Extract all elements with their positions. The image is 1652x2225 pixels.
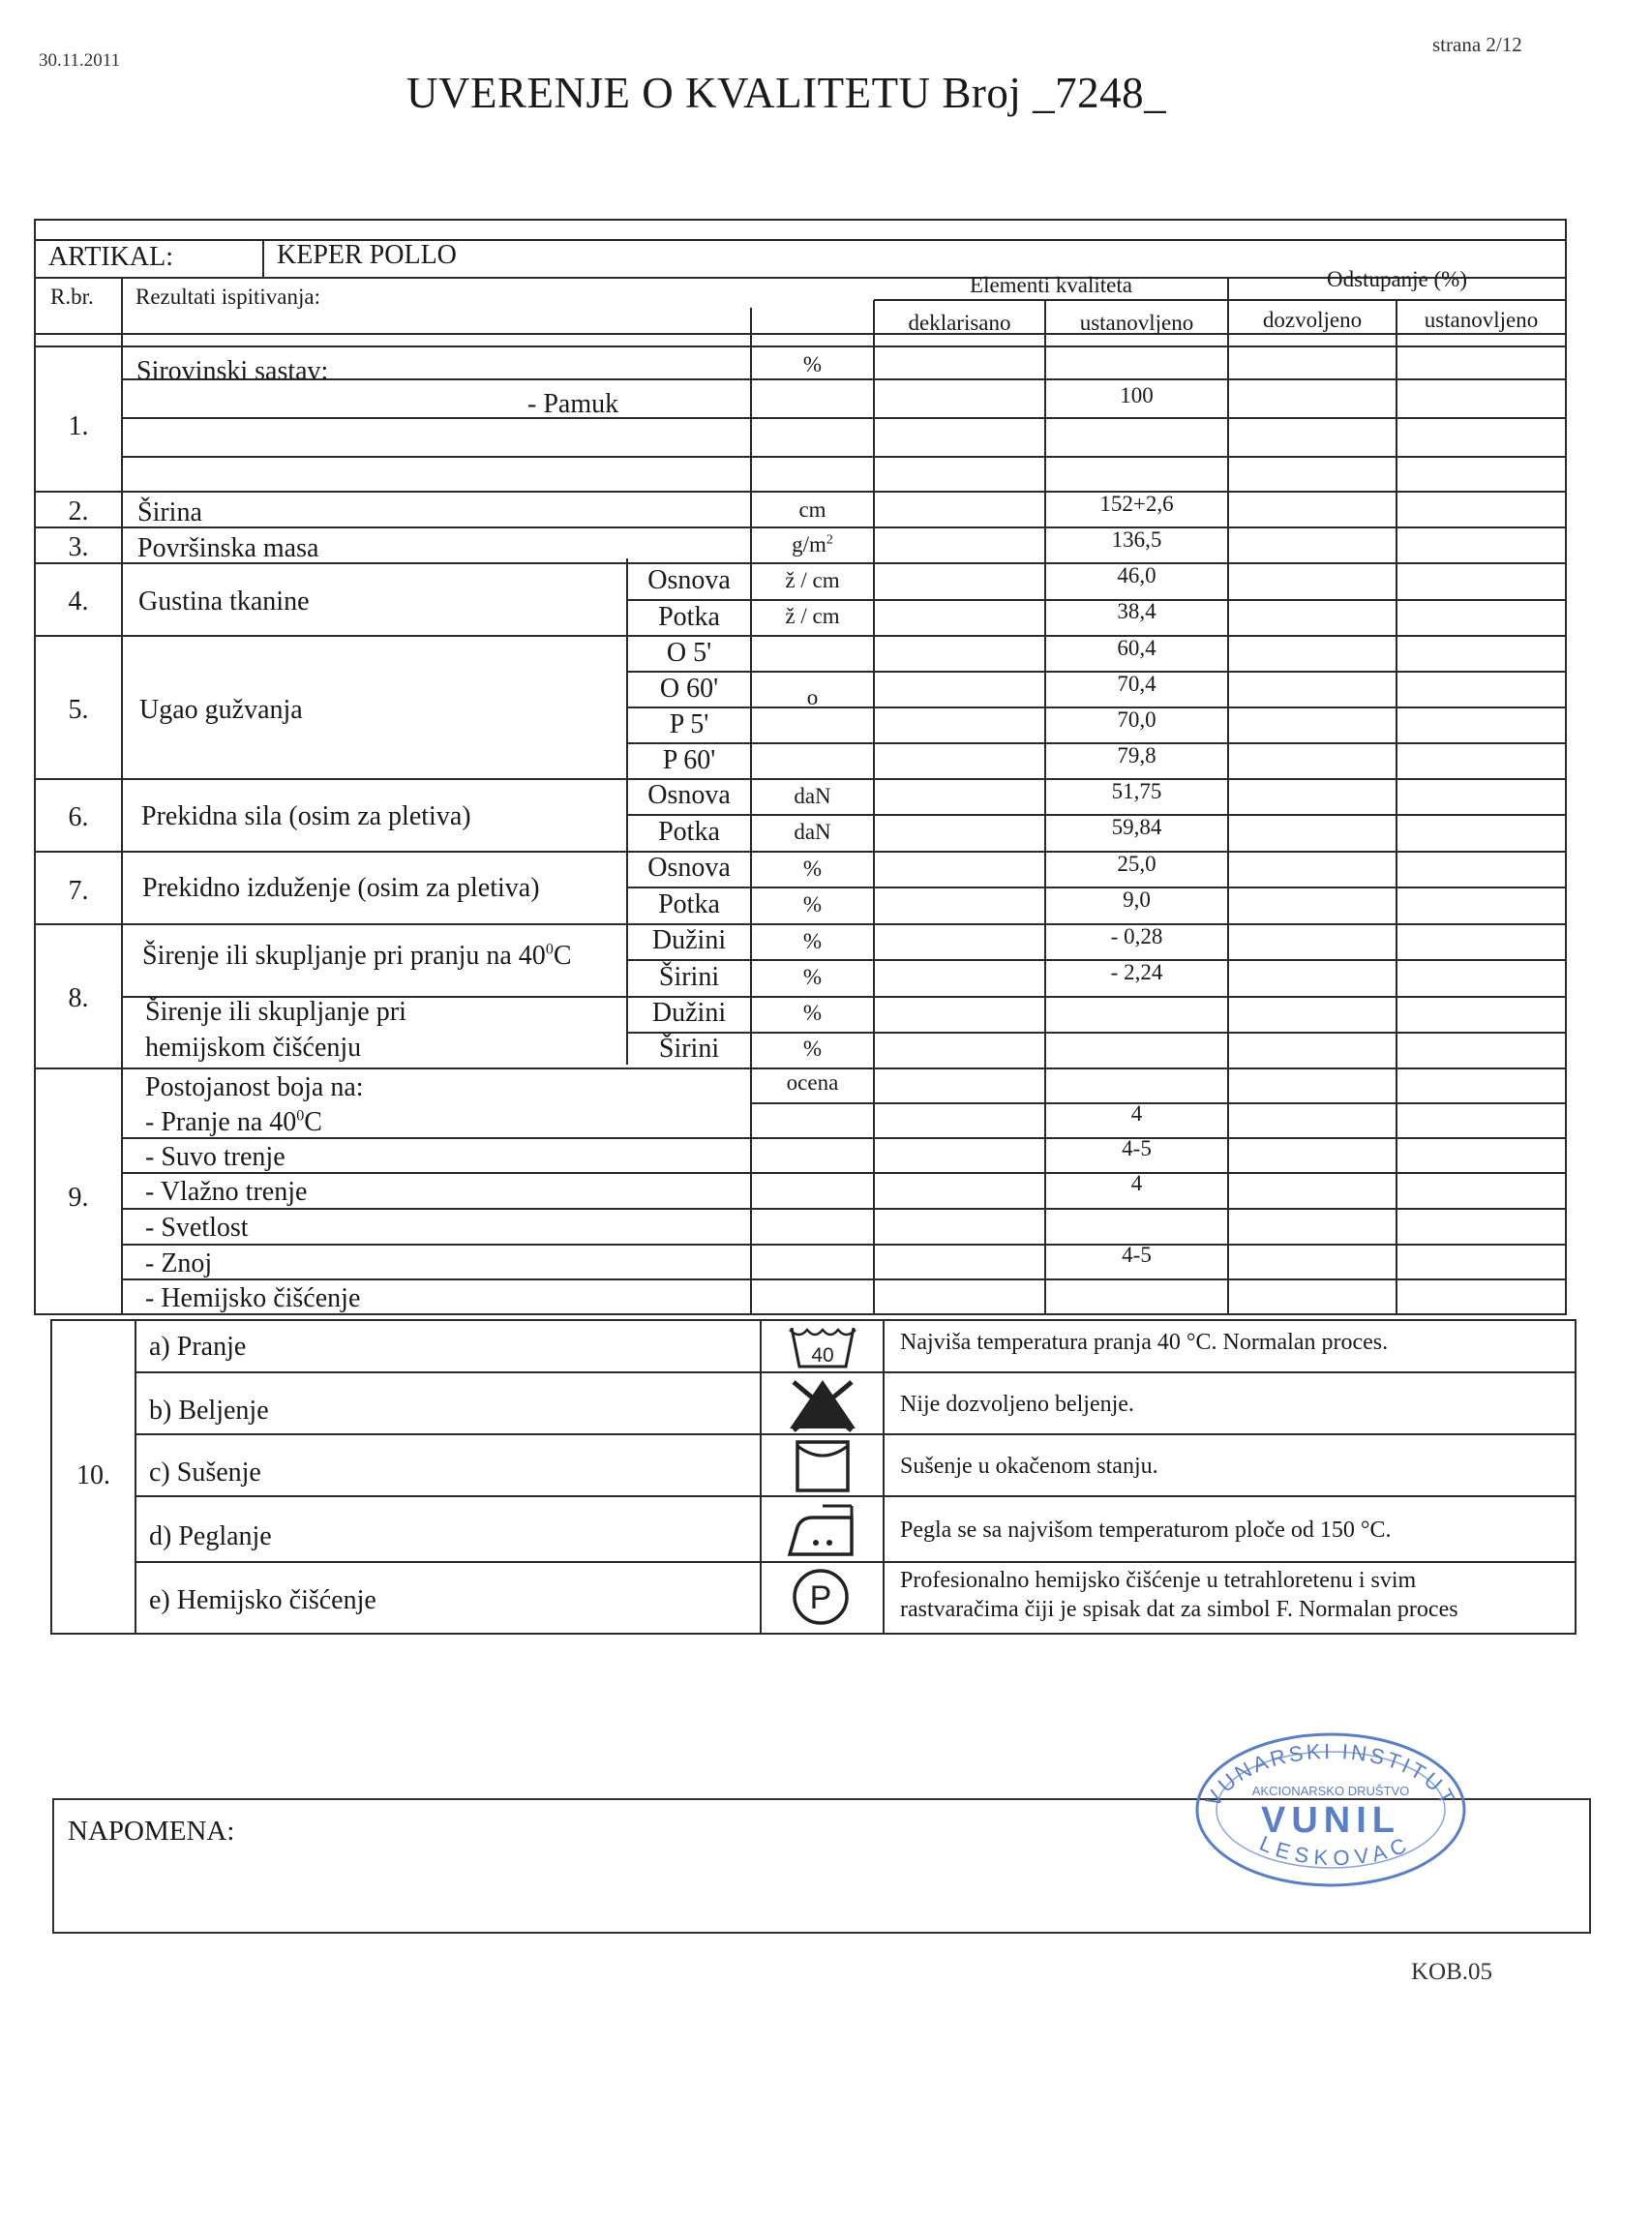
row-1-label: Sirovinski sastav: — [136, 356, 329, 386]
row-5-value-o5: 60,4 — [1117, 636, 1156, 660]
care-desc-beljenje: Nije dozvoljeno beljenje. — [900, 1392, 1134, 1417]
row-6-sub-osnova: Osnova — [647, 780, 731, 810]
row-9-item-pranje: - Pranje na $40^0C$ — [145, 1107, 322, 1137]
line-dry-icon — [792, 1438, 854, 1494]
care-label-peglanje: d) Peglanje — [149, 1521, 272, 1551]
artikal-value: KEPER POLLO — [277, 240, 457, 270]
row-6-unit-potka: daN — [794, 820, 831, 844]
row-10-number: 10. — [76, 1460, 110, 1490]
row-1-sub-pamuk: - Pamuk — [527, 389, 619, 419]
row-5-value-p5: 70,0 — [1117, 707, 1156, 732]
row-7-number: 7. — [68, 876, 89, 906]
row-4-unit-osnova: ž / cm — [785, 568, 840, 592]
row-6-unit-osnova: daN — [794, 784, 831, 808]
svg-text:AKCIONARSKO DRUŠTVO: AKCIONARSKO DRUŠTVO — [1251, 1784, 1410, 1798]
iron-two-dots-icon — [784, 1498, 861, 1560]
row-7-sub-osnova: Osnova — [647, 853, 731, 883]
row-4-value-potka: 38,4 — [1117, 599, 1156, 623]
row-4-unit-potka: ž / cm — [785, 604, 840, 628]
document-date: 30.11.2011 — [39, 50, 121, 71]
svg-text:VUNIL: VUNIL — [1261, 1800, 1400, 1841]
row-8-number: 8. — [68, 983, 89, 1013]
header-ustanovljeno: ustanovljeno — [1079, 311, 1194, 335]
care-desc-susenje: Sušenje u okačenom stanju. — [900, 1454, 1158, 1479]
header-ustanovljeno-2: ustanovljeno — [1424, 308, 1539, 332]
row-4-number: 4. — [68, 586, 89, 616]
svg-text:LESKOVAC: LESKOVAC — [1255, 1830, 1416, 1871]
row-7-unit-potka: % — [802, 892, 823, 917]
row-9-item-svetlost: - Svetlost — [145, 1213, 249, 1243]
care-desc-hemijsko-1: Profesionalno hemijsko čišćenje u tetrahloretenu i svim — [900, 1568, 1417, 1593]
row-7-sub-potka: Potka — [658, 889, 720, 919]
row-7-value-osnova: 25,0 — [1117, 852, 1156, 876]
row-5-sub-p60: P 60' — [662, 745, 716, 775]
row-8-unit-2: % — [802, 965, 823, 989]
row-5-sub-o60: O 60' — [659, 674, 719, 704]
artikal-label: ARTIKAL: — [48, 242, 173, 272]
row-3-value: 136,5 — [1111, 527, 1162, 552]
row-8-sub-sirini-1: Širini — [658, 962, 720, 992]
row-1-number: 1. — [68, 411, 89, 441]
row-5-value-p60: 79,8 — [1117, 743, 1156, 767]
row-2-label: Širina — [137, 497, 202, 527]
row-6-number: 6. — [68, 802, 89, 832]
row-5-sub-o5: O 5' — [666, 638, 712, 668]
row-2-value: 152+2,6 — [1099, 492, 1174, 516]
wash-40-icon — [784, 1322, 861, 1370]
row-4-sub-osnova: Osnova — [647, 565, 731, 595]
row-8-unit-4: % — [802, 1037, 823, 1061]
row-6-sub-potka: Potka — [658, 817, 720, 847]
header-elementi: Elementi kvaliteta — [970, 273, 1132, 297]
row-9-value-suvo: 4-5 — [1122, 1136, 1152, 1160]
row-5-value-o60: 70,4 — [1117, 672, 1156, 696]
row-2-number: 2. — [68, 496, 89, 526]
care-label-beljenje: b) Beljenje — [149, 1396, 269, 1426]
row-8-sub-duzini-2: Dužini — [651, 998, 727, 1028]
care-desc-peglanje: Pegla se sa najvišom temperaturom ploče od 150 °C. — [900, 1518, 1392, 1543]
row-9-value-vlazno: 4 — [1130, 1171, 1143, 1195]
care-label-susenje: c) Sušenje — [149, 1458, 261, 1488]
row-8-label-hemijsko-1: Širenje ili skupljanje pri — [145, 997, 406, 1027]
svg-text:VUNARSKI INSTITUT: VUNARSKI INSTITUT — [1200, 1738, 1461, 1811]
row-8-unit-3: % — [802, 1001, 823, 1025]
form-code: KOB.05 — [1411, 1959, 1493, 1985]
dry-clean-p-icon — [790, 1566, 852, 1628]
document-title: UVERENJE O KVALITETU Broj _7248_ — [406, 69, 1167, 117]
header-rezultati: Rezultati ispitivanja: — [135, 285, 320, 309]
row-4-label: Gustina tkanine — [138, 586, 310, 616]
row-3-unit: $g/m^2$ — [792, 532, 833, 556]
svg-text:P: P — [809, 1579, 832, 1616]
row-9-item-vlazno-trenje: - Vlažno trenje — [145, 1177, 308, 1207]
row-8-value-duzini: - 0,28 — [1110, 924, 1163, 948]
header-dozvoljeno: dozvoljeno — [1262, 308, 1363, 332]
row-5-number: 5. — [68, 695, 89, 725]
row-1-unit: % — [802, 352, 823, 376]
header-deklarisano: deklarisano — [908, 311, 1011, 335]
row-6-value-potka: 59,84 — [1111, 815, 1162, 839]
row-2-unit: cm — [798, 497, 826, 522]
row-9-value-znoj: 4-5 — [1122, 1243, 1152, 1267]
napomena-label: NAPOMENA: — [68, 1816, 235, 1847]
row-5-label: Ugao gužvanja — [139, 695, 303, 725]
care-desc-hemijsko-2: rastvaračima čiji je spisak dat za simbol F. Normalan proces — [900, 1597, 1458, 1622]
row-9-item-suvo-trenje: - Suvo trenje — [145, 1142, 285, 1172]
row-8-label-hemijsko-2: hemijskom čišćenju — [145, 1033, 362, 1063]
row-9-unit: ocena — [786, 1070, 839, 1095]
svg-text:40: 40 — [811, 1344, 834, 1367]
row-7-label: Prekidno izduženje (osim za pletiva) — [142, 873, 540, 903]
header-rbr: R.br. — [50, 285, 94, 309]
row-9-item-hemijsko: - Hemijsko čišćenje — [145, 1283, 361, 1313]
row-8-value-sirini: - 2,24 — [1110, 960, 1163, 984]
no-bleach-icon — [786, 1374, 859, 1432]
row-6-value-osnova: 51,75 — [1111, 779, 1162, 803]
row-4-sub-potka: Potka — [658, 602, 720, 632]
header-odstupanje: Odstupanje (%) — [1327, 267, 1467, 291]
row-5-sub-p5: P 5' — [669, 709, 709, 739]
page-number: strana 2/12 — [1432, 33, 1522, 56]
row-8-sub-sirini-2: Širini — [658, 1034, 720, 1064]
row-9-item-znoj: - Znoj — [145, 1248, 213, 1278]
row-1-value: 100 — [1120, 383, 1154, 407]
row-9-number: 9. — [68, 1183, 89, 1213]
row-6-label: Prekidna sila (osim za pletiva) — [141, 801, 471, 831]
row-4-value-osnova: 46,0 — [1117, 563, 1156, 587]
row-3-label: Površinska masa — [137, 533, 319, 563]
row-8-label-pranje: Širenje ili skupljanje pri pranju na $40^0C$ — [142, 941, 572, 971]
row-8-sub-duzini-1: Dužini — [651, 925, 727, 955]
vunil-stamp — [1190, 1728, 1471, 1892]
row-8-unit-1: % — [802, 929, 823, 953]
row-9-label: Postojanost boja na: — [145, 1072, 364, 1102]
row-5-unit: o — [806, 685, 819, 709]
row-7-unit-osnova: % — [802, 857, 823, 881]
care-label-hemijsko: e) Hemijsko čišćenje — [149, 1585, 376, 1615]
care-desc-pranje: Najviša temperatura pranja 40 °C. Normalan proces. — [900, 1330, 1389, 1355]
row-9-value-pranje: 4 — [1130, 1101, 1143, 1126]
row-7-value-potka: 9,0 — [1123, 887, 1151, 912]
care-label-pranje: a) Pranje — [149, 1332, 247, 1362]
row-3-number: 3. — [68, 532, 89, 562]
